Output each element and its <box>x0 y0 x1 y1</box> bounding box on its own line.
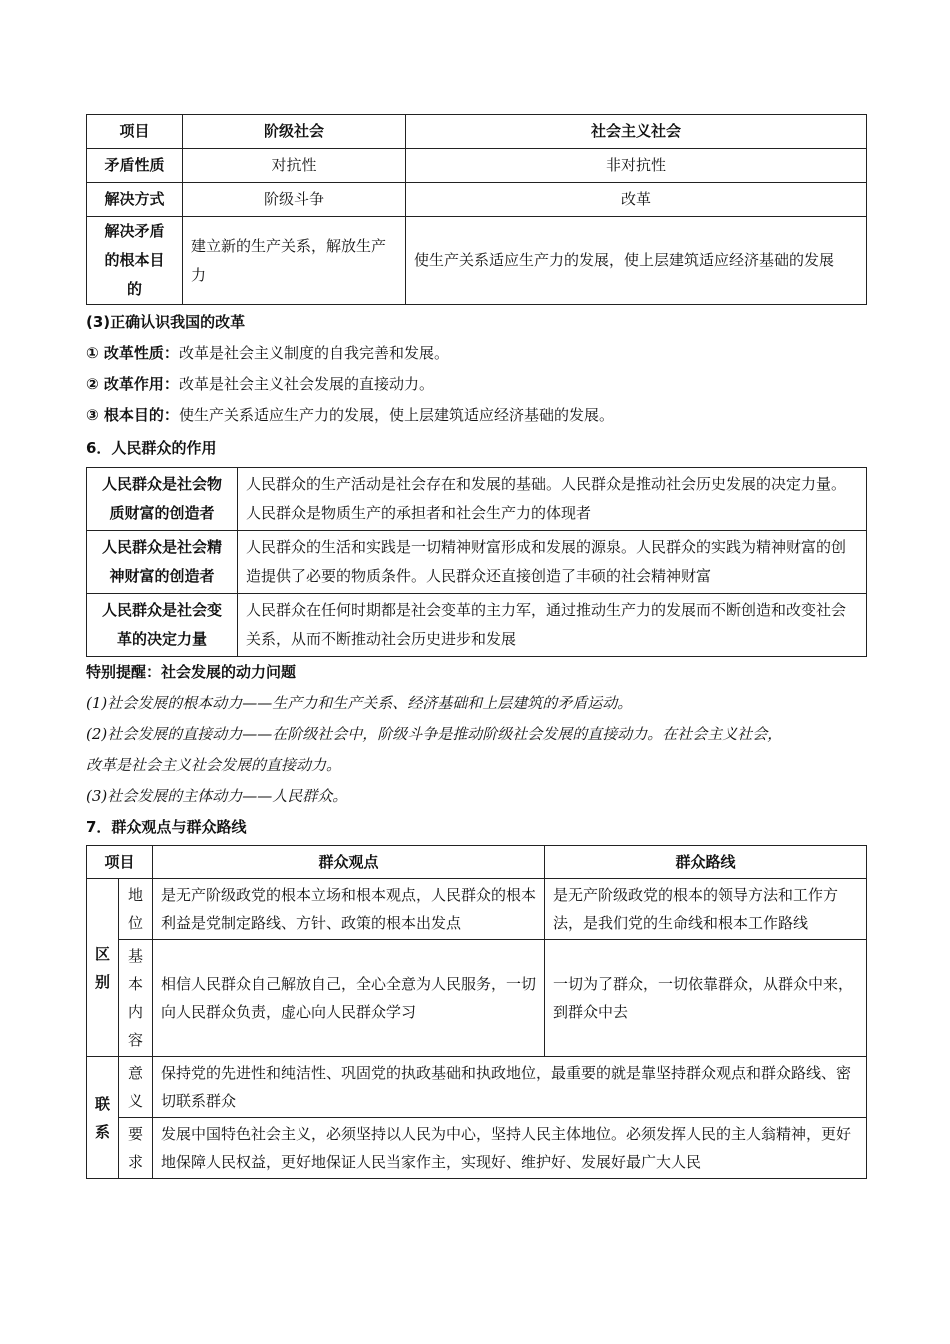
sub-label: 意义 <box>119 1057 153 1118</box>
table-row <box>87 531 867 594</box>
item-text: 使生产关系适应生产力的发展，使上层建筑适应经济基础的发展。 <box>178 406 614 424</box>
row-label: 人民群众是社会精神财富的创造者 <box>87 531 238 594</box>
table-cell: 人民群众的生产活动是社会存在和发展的基础。人民群众是推动社会历史发展的决定力量。人民群众是物质生产的承担者和社会生产力的体现者 <box>238 468 867 531</box>
reminder-line: (2)社会发展的直接动力——在阶级社会中，阶级斗争是推动阶级社会发展的直接动力。在社会主义社会， <box>86 725 783 743</box>
row-label: 解决方式 <box>87 183 183 217</box>
table-row <box>87 940 867 1057</box>
row-label: 解决矛盾的根本目的 <box>87 217 183 305</box>
row-label: 人民群众是社会物质财富的创造者 <box>87 468 238 531</box>
document-page <box>86 114 866 1179</box>
reform-item <box>86 338 866 369</box>
item-label: ① 改革性质： <box>86 344 179 362</box>
section6-heading: 6．人民群众的作用 <box>86 439 217 457</box>
reform-item <box>86 369 866 400</box>
table-row <box>87 879 867 940</box>
header-item: 项目 <box>87 846 153 879</box>
item-text: 改革是社会主义社会发展的直接动力。 <box>178 375 434 393</box>
reminder-line: 改革是社会主义社会发展的直接动力。 <box>86 756 342 774</box>
reminder-line: (3)社会发展的主体动力——人民群众。 <box>86 787 348 805</box>
table-row <box>87 1057 867 1118</box>
table-header-row <box>87 846 867 879</box>
table-row <box>87 468 867 531</box>
table-row <box>87 183 867 217</box>
people-role-table <box>86 467 867 657</box>
row-label: 矛盾性质 <box>87 149 183 183</box>
sub-label: 地位 <box>119 879 153 940</box>
reform-heading: (3)正确认识我国的改革 <box>86 313 246 331</box>
table-cell: 建立新的生产关系，解放生产力 <box>183 217 406 305</box>
item-text: 改革是社会主义制度的自我完善和发展。 <box>178 344 449 362</box>
section7-heading: 7．群众观点与群众路线 <box>86 818 247 836</box>
mass-line-table <box>86 845 867 1179</box>
table-cell: 是无产阶级政党的根本的领导方法和工作方法，是我们党的生命线和根本工作路线 <box>545 879 867 940</box>
table-cell: 人民群众在任何时期都是社会变革的主力军，通过推动生产力的发展而不断创造和改变社会关系，从而不断推动社会历史进步和发展 <box>238 594 867 657</box>
table-row <box>87 594 867 657</box>
table-header-row <box>87 115 867 149</box>
contradiction-table <box>86 114 867 305</box>
header-mass-viewpoint: 群众观点 <box>153 846 545 879</box>
header-socialist-society: 社会主义社会 <box>406 115 867 149</box>
table-cell: 相信人民群众自己解放自己，全心全意为人民服务，一切向人民群众负责，虚心向人民群众学习 <box>153 940 545 1057</box>
item-label: ② 改革作用： <box>86 375 179 393</box>
header-class-society: 阶级社会 <box>183 115 406 149</box>
connection-label: 联系 <box>87 1057 119 1179</box>
table-cell: 阶级斗争 <box>183 183 406 217</box>
table-cell: 是无产阶级政党的根本立场和根本观点，人民群众的根本利益是党制定路线、方针、政策的根本出发点 <box>153 879 545 940</box>
table-row <box>87 217 867 305</box>
table-cell: 保持党的先进性和纯洁性、巩固党的执政基础和执政地位，最重要的就是靠坚持群众观点和群众路线、密切联系群众 <box>153 1057 867 1118</box>
reminder-line: (1)社会发展的根本动力——生产力和生产关系、经济基础和上层建筑的矛盾运动。 <box>86 694 633 712</box>
table-row <box>87 149 867 183</box>
reform-item <box>86 400 866 431</box>
table-cell: 改革 <box>406 183 867 217</box>
table-cell: 一切为了群众，一切依靠群众，从群众中来，到群众中去 <box>545 940 867 1057</box>
table-row <box>87 1118 867 1179</box>
sub-label: 基本内容 <box>119 940 153 1057</box>
difference-label: 区别 <box>87 879 119 1057</box>
header-item: 项目 <box>87 115 183 149</box>
reminder-heading: 特别提醒：社会发展的动力问题 <box>86 663 297 681</box>
table-cell: 对抗性 <box>183 149 406 183</box>
table-cell: 非对抗性 <box>406 149 867 183</box>
sub-label: 要求 <box>119 1118 153 1179</box>
table-cell: 使生产关系适应生产力的发展，使上层建筑适应经济基础的发展 <box>406 217 867 305</box>
table-cell: 发展中国特色社会主义，必须坚持以人民为中心，坚持人民主体地位。必须发挥人民的主人翁精神，更好地保障人民权益，更好地保证人民当家作主，实现好、维护好、发展好最广大人民 <box>153 1118 867 1179</box>
item-label: ③ 根本目的： <box>86 406 179 424</box>
row-label: 人民群众是社会变革的决定力量 <box>87 594 238 657</box>
header-mass-line: 群众路线 <box>545 846 867 879</box>
table-cell: 人民群众的生活和实践是一切精神财富形成和发展的源泉。人民群众的实践为精神财富的创造提供了必要的物质条件。人民群众还直接创造了丰硕的社会精神财富 <box>238 531 867 594</box>
